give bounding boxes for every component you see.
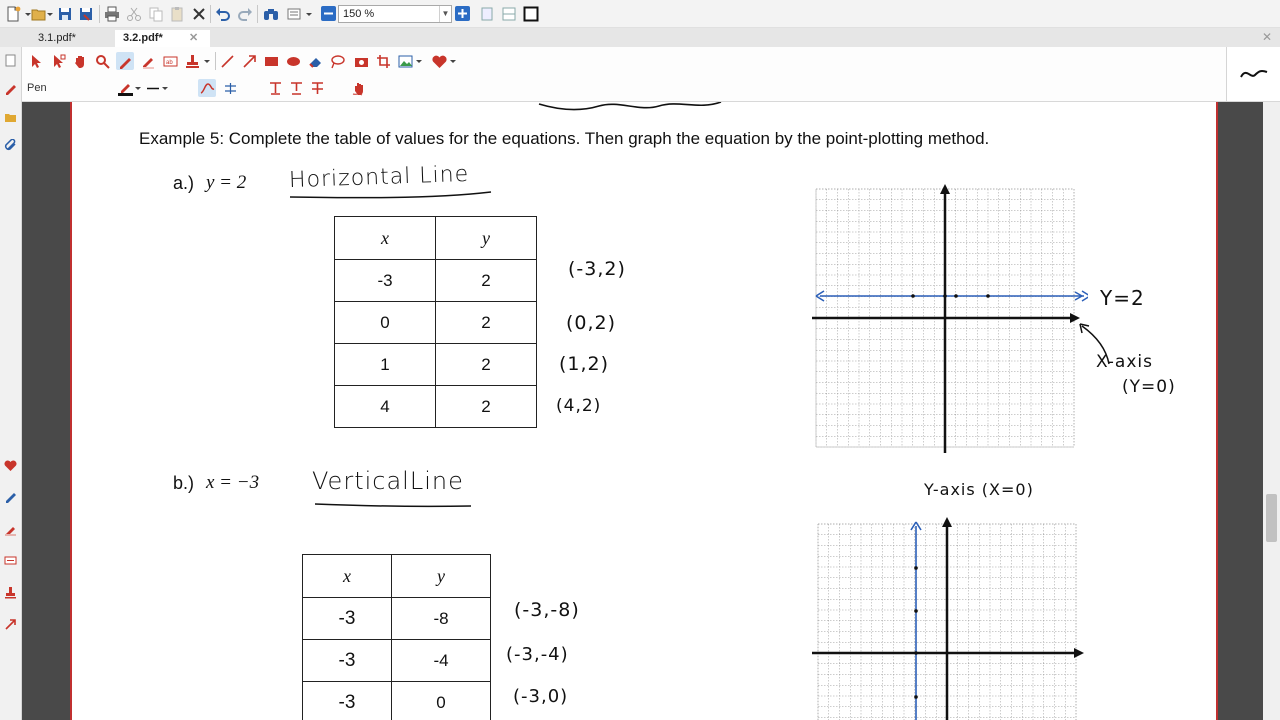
previous-ink-stroke <box>537 102 727 114</box>
image-dropdown-icon[interactable] <box>414 52 424 70</box>
favorites-dropdown-icon[interactable] <box>448 52 458 70</box>
table-row <box>335 386 537 428</box>
zoom-out-button[interactable] <box>321 6 336 21</box>
table-cell-y: 0 <box>392 682 491 720</box>
tilde-ink-icon[interactable] <box>1239 64 1269 84</box>
eraser-icon[interactable] <box>306 52 324 70</box>
scrollbar-thumb[interactable] <box>1266 494 1277 542</box>
stamp-annotation-icon[interactable] <box>183 52 201 70</box>
close-window-icon[interactable]: ✕ <box>1262 30 1273 44</box>
line-tool-icon[interactable] <box>218 52 236 70</box>
graph-b-x-axis-arrow <box>1074 648 1084 658</box>
zoom-dropdown-icon[interactable]: ▼ <box>439 6 451 22</box>
textbox-annotation-icon[interactable] <box>161 52 179 70</box>
table-row <box>335 260 537 302</box>
ink-mode-panel <box>1226 47 1280 102</box>
table-header-y: y <box>392 555 491 598</box>
close-tab-icon[interactable]: ✕ <box>189 32 199 44</box>
touch-draw-icon[interactable] <box>350 79 368 97</box>
text-format-icon[interactable] <box>266 79 284 97</box>
table-cell-y: 2 <box>436 260 537 302</box>
ordered-pair: (-3,-4) <box>506 644 569 665</box>
part-b-handwritten-title: VerticalLine <box>312 467 464 495</box>
tab-3-2-pdf[interactable] <box>115 30 210 47</box>
graph-a-line-label: Y=2 <box>1100 286 1145 310</box>
pen-annotation-icon[interactable] <box>116 52 134 70</box>
bookmarks-icon[interactable] <box>2 109 19 126</box>
part-b-value-table <box>302 554 491 720</box>
table-header-row <box>303 555 491 598</box>
highlight-annotation-icon[interactable] <box>139 52 157 70</box>
table-cell-x: -3 <box>303 682 392 720</box>
graph-a-point <box>954 294 958 298</box>
rectangle-tool-icon[interactable] <box>262 52 280 70</box>
graph-a-point <box>943 294 947 298</box>
table-cell-x: 1 <box>335 344 436 386</box>
lasso-icon[interactable] <box>328 52 346 70</box>
crop-icon[interactable] <box>374 52 392 70</box>
part-b-title-underline <box>314 500 474 510</box>
x-axis-equation-note: (Y=0) <box>1122 377 1176 397</box>
part-b-equation: x = −3 <box>206 472 260 493</box>
find-binoculars-icon[interactable] <box>262 5 280 23</box>
table-cell-x: 0 <box>335 302 436 344</box>
fit-dropdown-icon[interactable] <box>303 5 315 23</box>
table-cell-y: -8 <box>392 598 491 640</box>
table-cell-y: -4 <box>392 640 491 682</box>
vertical-scrollbar[interactable] <box>1263 102 1280 720</box>
delete-icon[interactable] <box>190 5 208 23</box>
insert-image-icon[interactable] <box>396 52 414 70</box>
document-tabs <box>0 28 1280 47</box>
text-strikeout-icon[interactable] <box>308 79 326 97</box>
ordered-pair: (0,2) <box>566 312 617 334</box>
text-box-icon[interactable] <box>2 552 19 569</box>
table-header-row <box>335 217 537 260</box>
table-row <box>303 682 491 720</box>
table-row <box>303 598 491 640</box>
graph-b-point <box>914 609 918 613</box>
ordered-pair: (4,2) <box>556 396 602 416</box>
cut-icon[interactable] <box>125 5 143 23</box>
redo-icon[interactable] <box>236 5 254 23</box>
graph-b-point <box>914 695 918 699</box>
hand-pan-icon[interactable] <box>71 52 89 70</box>
highlighter-icon[interactable] <box>2 521 19 538</box>
document-viewer[interactable] <box>22 102 1263 720</box>
stamp-dropdown-icon[interactable] <box>202 52 212 70</box>
single-page-icon[interactable] <box>478 5 496 23</box>
save-icon[interactable] <box>56 5 74 23</box>
zoom-value: 150 % <box>343 8 375 20</box>
paste-icon[interactable] <box>168 5 186 23</box>
stroke-color-icon[interactable] <box>116 79 134 97</box>
zoom-tool-icon[interactable] <box>93 52 111 70</box>
attachments-icon[interactable] <box>2 137 19 154</box>
fit-page-icon[interactable] <box>285 5 303 23</box>
main-toolbar <box>0 0 1280 28</box>
copy-icon[interactable] <box>147 5 165 23</box>
ordered-pair: (-3,2) <box>568 258 626 280</box>
table-cell-y: 2 <box>436 344 537 386</box>
table-row <box>335 344 537 386</box>
new-document-icon[interactable] <box>4 5 22 23</box>
snapshot-camera-icon[interactable] <box>352 52 370 70</box>
part-b-label: b.) <box>173 473 195 493</box>
example-heading: Example 5: Complete the table of values for the equations. Then graph the equation by the point-plotting method. <box>139 129 990 148</box>
table-cell-x: -3 <box>303 640 392 682</box>
annotation-ribbon <box>22 47 1226 102</box>
zoom-in-button[interactable] <box>455 6 470 21</box>
graph-b-point <box>914 651 918 655</box>
part-a-title-underline <box>289 191 494 201</box>
select-text-icon[interactable] <box>49 52 67 70</box>
arrow-tool-icon[interactable] <box>2 616 19 633</box>
pen-tool-icon[interactable] <box>2 488 19 505</box>
page-thumbnail-icon[interactable] <box>2 52 19 69</box>
open-dropdown-icon[interactable] <box>44 5 56 23</box>
line-width-select[interactable] <box>146 79 168 97</box>
smooth-stroke-icon[interactable] <box>198 79 216 97</box>
text-underline-icon[interactable] <box>287 79 305 97</box>
graph-b-point <box>914 566 918 570</box>
ellipse-tool-icon[interactable] <box>284 52 302 70</box>
svg-text:ab: ab <box>165 59 173 66</box>
ordered-pair: (1,2) <box>559 353 610 375</box>
select-arrow-icon[interactable] <box>27 52 45 70</box>
table-row <box>303 640 491 682</box>
undo-icon[interactable] <box>214 5 232 23</box>
table-cell-x: -3 <box>335 260 436 302</box>
table-cell-x: -3 <box>303 598 392 640</box>
graph-a-point <box>911 294 915 298</box>
active-tool-name: Pen <box>27 82 47 94</box>
favorites-heart-icon[interactable] <box>430 52 448 70</box>
table-cell-y: 2 <box>436 302 537 344</box>
zoom-select[interactable] <box>338 5 452 23</box>
line-spacing-icon[interactable] <box>221 79 239 97</box>
part-a-label: a.) <box>173 173 195 193</box>
print-icon[interactable] <box>103 5 121 23</box>
ordered-pair: (-3,0) <box>513 686 569 707</box>
annotations-panel-icon[interactable] <box>2 80 19 97</box>
fullscreen-icon[interactable] <box>522 5 540 23</box>
stamp-icon[interactable] <box>2 584 19 601</box>
favorite-heart-icon[interactable] <box>2 457 19 474</box>
table-cell-y: 2 <box>436 386 537 428</box>
pdf-page[interactable] <box>70 102 1218 720</box>
y-axis-note: Y-axis (X=0) <box>924 480 1034 499</box>
color-dropdown-icon[interactable] <box>133 79 143 97</box>
graph-b-y-axis-arrow <box>942 517 952 527</box>
table-header-y: y <box>436 217 537 260</box>
part-a-coordinate-graph <box>808 179 1088 454</box>
part-a-equation: y = 2 <box>206 172 247 193</box>
table-header-x: x <box>335 217 436 260</box>
tab-label: 3.1.pdf* <box>38 32 76 44</box>
tab-label: 3.2.pdf* <box>123 32 163 44</box>
graph-a-point <box>986 294 990 298</box>
part-a-handwritten-title: Horizontal Line <box>288 161 470 194</box>
continuous-page-icon[interactable] <box>500 5 518 23</box>
tab-3-1-pdf[interactable] <box>30 30 115 47</box>
ordered-pair: (-3,-8) <box>514 599 580 621</box>
table-cell-x: 4 <box>335 386 436 428</box>
part-a-value-table <box>334 216 537 428</box>
save-as-icon[interactable] <box>77 5 95 23</box>
x-axis-note: X-axis <box>1096 352 1153 372</box>
table-row <box>335 302 537 344</box>
left-side-panel <box>0 47 22 720</box>
part-b-coordinate-graph <box>810 514 1090 720</box>
table-header-x: x <box>303 555 392 598</box>
arrow-annotation-icon[interactable] <box>240 52 258 70</box>
